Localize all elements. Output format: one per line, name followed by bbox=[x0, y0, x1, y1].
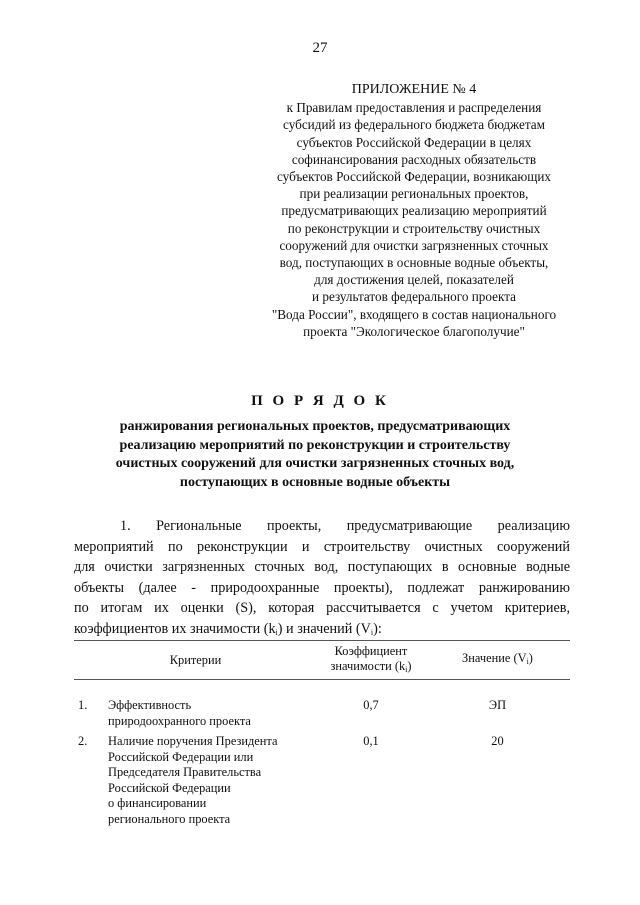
criterion-line: Эффективность bbox=[108, 698, 192, 712]
header-coef-line2: значимости (k bbox=[330, 658, 406, 673]
page-number: 27 bbox=[312, 40, 328, 56]
paragraph-line: по итогам их оценки (S), которая рассчитывается с учетом критериев, bbox=[74, 600, 570, 616]
paragraph-text: коэффициентов их значимости (k bbox=[74, 620, 276, 637]
appendix-line: софинансирования расходных обязательств bbox=[291, 151, 537, 167]
appendix-line: предусматривающих реализацию мероприятий bbox=[281, 203, 547, 219]
subheading-line: ранжирования региональных проектов, предусматривающих bbox=[119, 419, 511, 434]
paragraph-1 bbox=[74, 516, 570, 639]
row-coefficient: 0,1 bbox=[363, 734, 379, 748]
subheading-line: очистных сооружений для очистки загрязненных сточных вод, bbox=[115, 456, 515, 471]
appendix-line: "Вода России", входящего в состав национального bbox=[271, 306, 557, 322]
criterion-line: регионального проекта bbox=[108, 811, 231, 826]
header-coef-close: ) bbox=[407, 658, 412, 673]
appendix-line: субсидий из федерального бюджета бюджетам bbox=[283, 117, 545, 133]
appendix-line: вод, поступающих в основные водные объекты, bbox=[279, 255, 549, 271]
appendix-title: ПРИЛОЖЕНИЕ № 4 bbox=[351, 82, 477, 97]
row-criterion bbox=[104, 698, 317, 729]
row-value: 20 bbox=[491, 734, 504, 748]
row-number: 2. bbox=[78, 734, 88, 748]
subheading-line: реализацию мероприятий по реконструкции и строительству bbox=[119, 437, 511, 453]
table-row bbox=[74, 729, 570, 827]
row-criterion bbox=[104, 729, 317, 827]
criterion-line: Российской Федерации или bbox=[108, 749, 254, 764]
paragraph-line: 1. Региональные проекты, предусматривающие реализацию bbox=[120, 518, 570, 534]
appendix-line: субъектов Российской Федерации, возникающих bbox=[276, 169, 552, 185]
subheading-line: поступающих в основные водные объекты bbox=[179, 474, 451, 490]
header-coefficient bbox=[317, 641, 425, 680]
header-value bbox=[425, 641, 570, 680]
subscript: i bbox=[526, 657, 529, 666]
paragraph-text: ): bbox=[373, 620, 382, 637]
appendix-line: к Правилам предоставления и распределения bbox=[286, 100, 542, 116]
header-coef-line1: Коэффициент bbox=[334, 643, 408, 658]
paragraph-text: ) и значений (V bbox=[277, 620, 371, 637]
table-row bbox=[74, 698, 570, 729]
header-value-close: ) bbox=[528, 651, 533, 665]
subscript: i bbox=[405, 664, 408, 674]
appendix-line: при реализации региональных проектов, bbox=[299, 186, 529, 202]
header-value-text: Значение (V bbox=[462, 651, 527, 665]
criterion-line: о финансировании bbox=[108, 796, 207, 810]
appendix-line: проекта "Экологическое благополучие" bbox=[303, 323, 525, 339]
document-heading: П О Р Я Д О К bbox=[251, 393, 389, 409]
criterion-line: Председателя Правительства bbox=[108, 765, 262, 779]
criterion-line: Российской Федерации bbox=[108, 780, 231, 795]
appendix-line: сооружений для очистки загрязненных сточных bbox=[279, 237, 549, 253]
paragraph-line: объекты (далее - природоохранные проекты), подлежат ранжированию bbox=[74, 579, 570, 596]
paragraph-line: для очистки загрязненных сточных вод, поступающих в основные водные bbox=[74, 559, 570, 575]
table-header-row bbox=[74, 641, 570, 680]
row-value: ЭП bbox=[488, 698, 507, 712]
subscript: i bbox=[275, 627, 278, 637]
criterion-line: Наличие поручения Президента bbox=[108, 734, 278, 748]
header-criteria: Критерии bbox=[74, 641, 317, 680]
row-number: 1. bbox=[78, 698, 88, 712]
document-subheading bbox=[80, 418, 550, 492]
paragraph-last-line bbox=[74, 619, 570, 640]
appendix-line: по реконструкции и строительству очистных bbox=[287, 220, 541, 236]
row-coefficient: 0,7 bbox=[363, 698, 379, 712]
subscript: i bbox=[370, 627, 374, 637]
appendix-line: субъектов Российской Федерации в целях bbox=[296, 134, 532, 150]
criteria-table bbox=[74, 640, 570, 827]
criterion-line: природоохранного проекта bbox=[108, 713, 251, 728]
appendix-block bbox=[224, 81, 604, 340]
spacer-row bbox=[74, 680, 570, 699]
appendix-line: для достижения целей, показателей bbox=[314, 272, 514, 288]
paragraph-line: мероприятий по реконструкции и строительству очистных сооружений bbox=[74, 538, 570, 555]
appendix-line: и результатов федерального проекта bbox=[312, 289, 516, 305]
